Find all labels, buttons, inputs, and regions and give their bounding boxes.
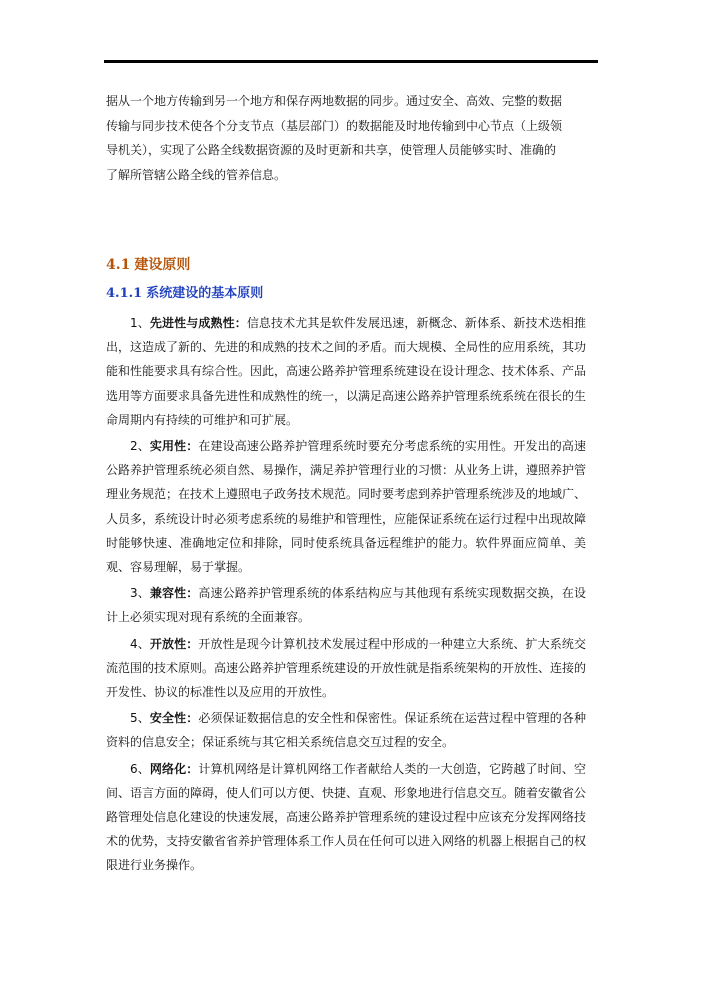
principle-term: 网络化： bbox=[149, 761, 199, 776]
subsection-number: 4.1.1 bbox=[106, 286, 143, 301]
principle-index: 5、 bbox=[130, 711, 150, 726]
subsection-heading bbox=[106, 282, 263, 301]
intro-line: 了解所管辖公路全线的管养信息。 bbox=[106, 167, 287, 182]
principle-index: 3、 bbox=[130, 586, 150, 601]
principle-text: 信息技术尤其是软件发展迅速，新概念、新体系、新技术迭相推出，这造成了新的、先进的和成熟的技术之间的矛盾。而大规模、全局性的应用系统，其功能和性能要求具有综合性。因此，高速公路养护管理系统建设在设计理念、技术体系、产品选用等方面要求具备先进性和成熟性的统一，以满足高速公路养护管理系统系统在很长的生命周期内有持续的可维护和可扩展。 bbox=[106, 316, 587, 427]
principle-term: 安全性： bbox=[149, 711, 199, 726]
principle-term: 开放性： bbox=[149, 636, 199, 651]
intro-line: 据从一个地方传输到另一个地方和保存两地数据的同步。通过安全、高效、完整的数据 bbox=[106, 94, 563, 108]
principle-paragraph bbox=[106, 434, 586, 579]
principle-text: 在建设高速公路养护管理系统时要充分考虑系统的实用性。开发出的高速公路养护管理系统必须自然、易操作，满足养护管理行业的习惯：从业务上讲，遵照养护管理业务规范；在技术上遵照电子政务技术规范。同时要考虑到养护管理系统涉及的地域广、人员多，系统设计时必须考虑系统的易维护和管理性，应能保证系统在运行过程中出现故障时能够快速、准确地定位和排除，同时使系统具备远程维护的能力。软件界面应简单、美观、容易理解，易于掌握。 bbox=[106, 439, 587, 575]
intro-line: 导机关），实现了公路全线数据资源的及时更新和共享，使管理人员能够实时、准确的 bbox=[106, 143, 557, 157]
section-number: 4.1 bbox=[106, 257, 131, 273]
principle-paragraph bbox=[106, 632, 586, 705]
principle-text: 计算机网络是计算机网络工作者献给人类的一大创造，它跨越了时间、空间、语言方面的障碍，使人们可以方便、快捷、直观、形象地进行信息交互。随着安徽省公路管理处信息化建设的快速发展，高速公路养护管理系统的建设过程中应该充分发挥网络技术的优势，支持安徽省省养护管理体系工作人员在任何可以进入网络的机器上根据自己的权限进行业务操作。 bbox=[106, 761, 587, 873]
intro-line: 传输与同步技术使各个分支节点（基层部门）的数据能及时地传输到中心节点（上级领 bbox=[106, 118, 563, 133]
principle-index: 4、 bbox=[130, 636, 150, 651]
principle-term: 先进性与成熟性： bbox=[149, 316, 247, 330]
section-heading bbox=[106, 254, 190, 274]
principle-text: 高速公路养护管理系统的体系结构应与其他现有系统实现数据交换，在设计上必须实现对现有系统的全面兼容。 bbox=[106, 586, 586, 625]
subsection-title: 系统建设的基本原则 bbox=[146, 286, 264, 301]
principle-paragraph bbox=[106, 757, 586, 878]
principle-index: 6、 bbox=[130, 761, 150, 776]
principle-text: 开放性是现今计算机技术发展过程中形成的一种建立大系统、扩大系统交流范围的技术原则。高速公路养护管理系统建设的开放性就是指系统架构的开放性、连接的开发性、协议的标准性以及应用的开放性。 bbox=[106, 636, 587, 700]
principle-paragraph bbox=[106, 706, 586, 754]
principle-index: 1、 bbox=[130, 316, 150, 330]
section-title: 建设原则 bbox=[134, 257, 191, 273]
header-rule bbox=[104, 60, 598, 63]
principle-term: 实用性： bbox=[149, 439, 199, 454]
principle-term: 兼容性： bbox=[149, 586, 199, 601]
principle-index: 2、 bbox=[130, 439, 150, 454]
principles-list bbox=[106, 311, 586, 880]
principle-paragraph bbox=[106, 311, 586, 432]
intro-paragraph bbox=[106, 89, 596, 187]
principle-text: 必须保证数据信息的安全性和保密性。保证系统在运营过程中管理的各种资料的信息安全；保证系统与其它相关系统信息交互过程的安全。 bbox=[106, 711, 586, 750]
principle-paragraph bbox=[106, 581, 586, 629]
